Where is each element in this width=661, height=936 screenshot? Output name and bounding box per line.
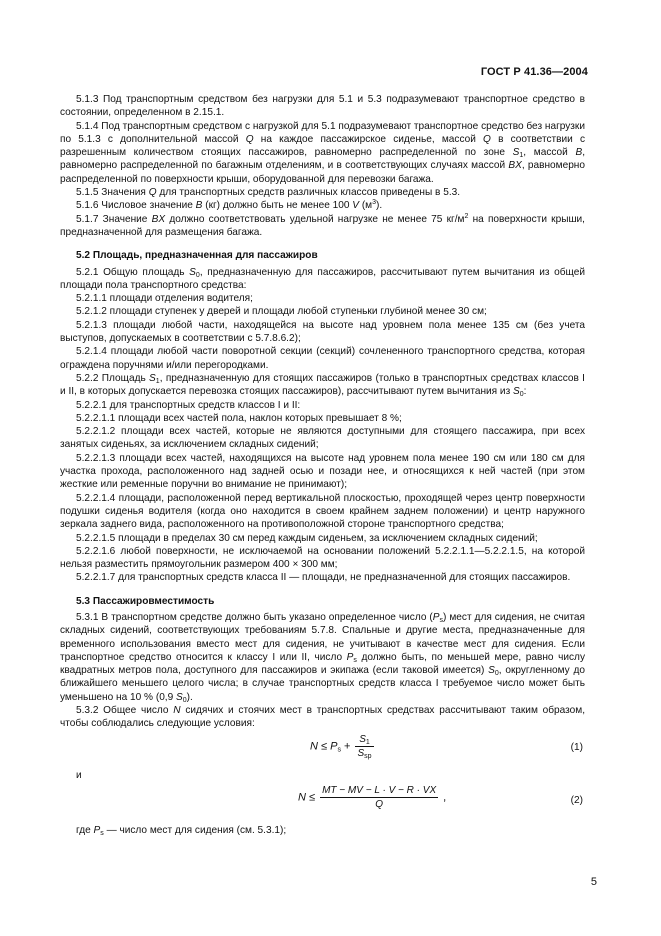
para-5-1-5: 5.1.5 Значения Q для транспортных средств различных классов приведены в 5.3. xyxy=(76,187,461,199)
standard-header: ГОСТ Р 41.36—2004 xyxy=(480,66,588,78)
para-5-3-1: 5.3.1 В транспортном средстве должно быть указано определенное число $(P_s)$ мест для сидения, не считая складных сидений, соответствующих требованиям 5.7.8. Спальные и другие места, предназначенные для временного использования вместо мест для сидения, не учитывают в качестве мест для сидения. Если транспортное средство относится к классу I или II, число $P_s$ должно быть, по меньшей мере, равно числу квадратных метров пола, доступного для пассажиров и экипажа (если таковой имеется) $S_0$, округленному до ближайшего меньшего целого числа; в случае транспортных средств класса I требуемое число может быть уменьшено на 10 % (0,9 $S_0$). xyxy=(60,611,585,704)
para-5-3-2: 5.3.2 Общее число N сидячих и стоячих мест в транспортных средствах рассчитывают таким образом, чтобы соблюдались следующие условия: xyxy=(60,705,586,730)
page-number: 5 xyxy=(590,876,597,888)
para-5-2-1-1: 5.2.1.1 площади отделения водителя; xyxy=(76,293,253,305)
para-5-2-2-1-5: 5.2.2.1.5 площади в пределах 30 см перед каждым сиденьем, за исключением складных сидений; xyxy=(76,532,538,544)
formula-2-expression: N ≤ $\frac{MT - MV - L \cdot V - R \cdot VX}{Q}$ , xyxy=(298,784,447,811)
para-5-2-2-1-6: 5.2.2.1.6 любой поверхности, не исключаемой на основании положений 5.2.2.1.1—5.2.2.1.5, на которой нельзя разместить прямоугольник размером 400 × 300 мм; xyxy=(60,545,585,571)
para-5-2-1-4: 5.2.1.4 площади любой части поворотной секции (секций) сочлененного транспортного средства, которая ограждена поручнями и/или перегородками. xyxy=(60,346,585,371)
para-5-1-3: 5.1.3 Под транспортным средством без нагрузки для 5.1 и 5.3 подразумевают транспортное средство в состоянии, определенном в 2.15.1. xyxy=(60,94,585,119)
para-5-2-1-2: 5.2.1.2 площади ступенек у дверей и площади любой ступеньки глубиной менее 30 см; xyxy=(76,306,487,318)
formula-1-number: (1) xyxy=(570,741,583,753)
para-5-2-2: 5.2.2 Площадь $S_1$, предназначенную для стоящих пассажиров (только в транспортных средствах классов I и II, в которых допускается перевозка стоящих пассажиров), рассчитывают путем вычитания из $S_0$: xyxy=(60,372,585,399)
para-5-2-2-1-1: 5.2.2.1.1 площади всех частей пола, наклон которых превышает 8 %; xyxy=(76,412,402,424)
section-heading-5-2: 5.2 Площадь, предназначенная для пассажиров xyxy=(76,250,318,262)
page-content xyxy=(60,93,585,837)
para-5-2-1-3: 5.2.1.3 площади любой части, находящейся на высоте над уровнем пола менее 135 см (без учета выступов, допускаемых в соответствии с 5.7.8.6.2); xyxy=(60,319,585,345)
para-5-2-2-1-2: 5.2.2.1.2 площади всех частей, которые не являются доступными для стоящего пассажира, при всех занятых сиденьях, за исключением складных сидений; xyxy=(60,426,585,451)
para-5-1-4: 5.1.4 Под транспортным средством с нагрузкой для 5.1 подразумевают транспортное средство без нагрузки по 5.1.3 с дополнительной массой Q на каждое пассажирское сиденье, массой Q в соответствии с разрешенным количеством стоящих пассажиров, равномерно распределенной по зоне $S_1$, массой B, равномерно распределенной по багажным отделениям, и в соответствующих случаях массой BX, равномерно распределенной по поверхности крыши, оборудованной для перевозки багажа. xyxy=(60,120,585,185)
para-5-2-2-1: 5.2.2.1 для транспортных средств классов I и II: xyxy=(76,399,301,411)
para-5-2-2-1-7: 5.2.2.1.7 для транспортных средств класса II — площади, не предназначенной для стоящих пассажиров. xyxy=(76,572,571,584)
formula-1-expression: $N \le P_s$ + $\frac{S_1}{S_{sp}}$ xyxy=(310,733,372,760)
section-heading-5-3: 5.3 Пассажировместимость xyxy=(76,595,215,607)
para-5-1-7: 5.1.7 Значение BX должно соответствовать удельной нагрузке не менее 75 $кг/м^2$ на поверхности крыши, предназначенной для размещения багажа. xyxy=(60,212,585,238)
para-5-2-1: 5.2.1 Общую площадь $S_0$, предназначенную для пассажиров, рассчитывают путем вычитания из общей площади пола транспортного средства: xyxy=(60,266,585,291)
para-5-1-6: 5.1.6 Числовое значение B (кг) должно быть не менее 100 V $(м^3)$. xyxy=(76,199,383,212)
where-clause: где $P_s$ — число мест для сидения (см. 5.3.1); xyxy=(76,824,287,837)
formula-2 xyxy=(60,784,585,818)
formula-2-fraction: $\frac{MT - MV - L \cdot V - R \cdot VX}{Q}$ xyxy=(322,784,437,811)
formula-1-fraction: $\frac{S_1}{S_{sp}}$ xyxy=(357,733,372,760)
formula-2-number: (2) xyxy=(570,794,583,806)
conjunction-and: и xyxy=(76,769,82,781)
para-5-2-2-1-4: 5.2.2.1.4 площади, расположенной перед вертикальной плоскостью, проходящей через центр поверхности подушки сиденья водителя (когда оно находится в своем крайнем заднем положении) и центр наружного зеркала заднего вида, расположенного на противоположной стороне транспортного средства; xyxy=(60,492,585,531)
formula-1 xyxy=(60,731,585,765)
para-5-2-2-1-3: 5.2.2.1.3 площади всех частей, находящихся на высоте над уровнем пола менее 190 см или 180 см для участка прохода, расположенного над задней осью и позади нее, и относящихся к ней частей (при этом жесткие или ременные поручни во внимание не принимают); xyxy=(60,452,585,491)
